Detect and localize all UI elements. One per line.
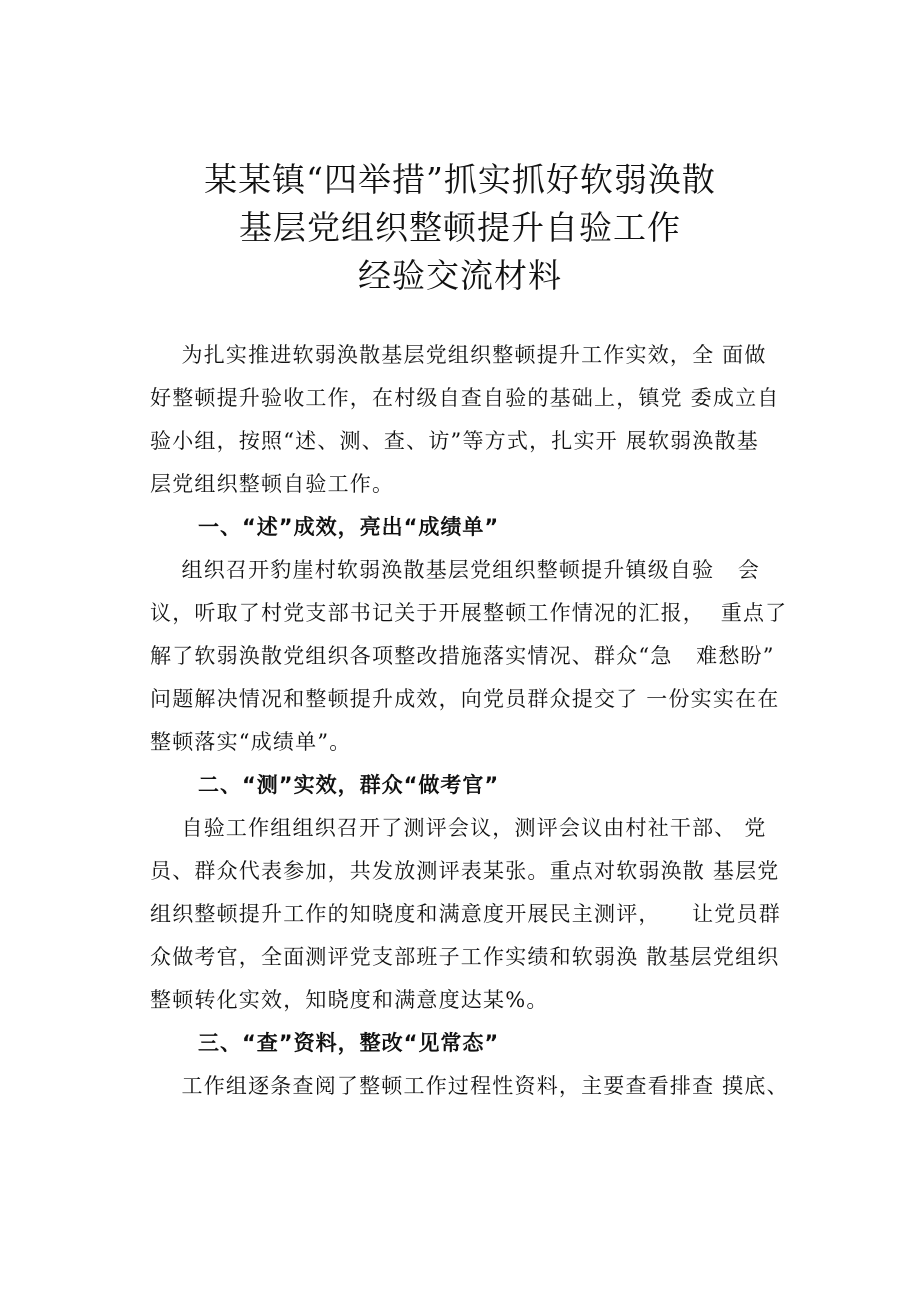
paragraph-line: 为扎实推进软弱涣散基层党组织整顿提升工作实效，全 面做 — [150, 343, 767, 367]
paragraph-line: 工作组逐条查阅了整顿工作过程性资料，主要查看排查 摸底、 — [150, 1074, 789, 1098]
paragraph-line: 员、群众代表参加，共发放测评表某张。重点对软弱涣散 基层党 — [150, 859, 780, 883]
paragraph-line: 整顿落实“成绩单”。 — [150, 730, 352, 754]
paragraph-line: 议，听取了村党支部书记关于开展整顿工作情况的汇报， 重点了 — [150, 601, 788, 625]
paragraph-line: 自验工作组组织召开了测评会议，测评会议由村社干部、 党 — [150, 816, 767, 840]
document-title-line-3: 经验交流材料 — [358, 256, 562, 295]
paragraph-line: 组织整顿提升工作的知晓度和满意度开展民主测评， 让党员群 — [150, 902, 781, 926]
paragraph-line: 验小组，按照“述、测、查、访”等方式，扎实开 展软弱涣散基 — [150, 429, 759, 453]
section-heading-2: 二、“测”实效，群众“做考官” — [198, 773, 500, 797]
paragraph-line: 整顿转化实效，知晓度和满意度达某%。 — [150, 988, 549, 1012]
paragraph-line: 组织召开豹崖村软弱涣散基层党组织整顿提升镇级自验 会 — [150, 558, 761, 582]
paragraph-line: 解了软弱涣散党组织各项整改措施落实情况、群众“急 难愁盼” — [150, 644, 775, 668]
document-title-line-2: 基层党组织整顿提升自验工作 — [239, 208, 681, 247]
paragraph-line: 好整顿提升验收工作，在村级自查自验的基础上，镇党 委成立自 — [150, 386, 780, 410]
section-heading-3: 三、“查”资料，整改“见常态” — [198, 1031, 500, 1055]
paragraph-line: 层党组织整顿自验工作。 — [150, 472, 395, 496]
section-heading-1: 一、“述”成效，亮出“成绩单” — [198, 515, 500, 539]
document-title-line-1: 某某镇“四举措”抓实抓好软弱涣散 — [204, 160, 716, 199]
paragraph-line: 众做考官，全面测评党支部班子工作实绩和软弱涣 散基层党组织 — [150, 945, 780, 969]
paragraph-line: 问题解决情况和整顿提升成效，向党员群众提交了 一份实实在在 — [150, 687, 780, 711]
